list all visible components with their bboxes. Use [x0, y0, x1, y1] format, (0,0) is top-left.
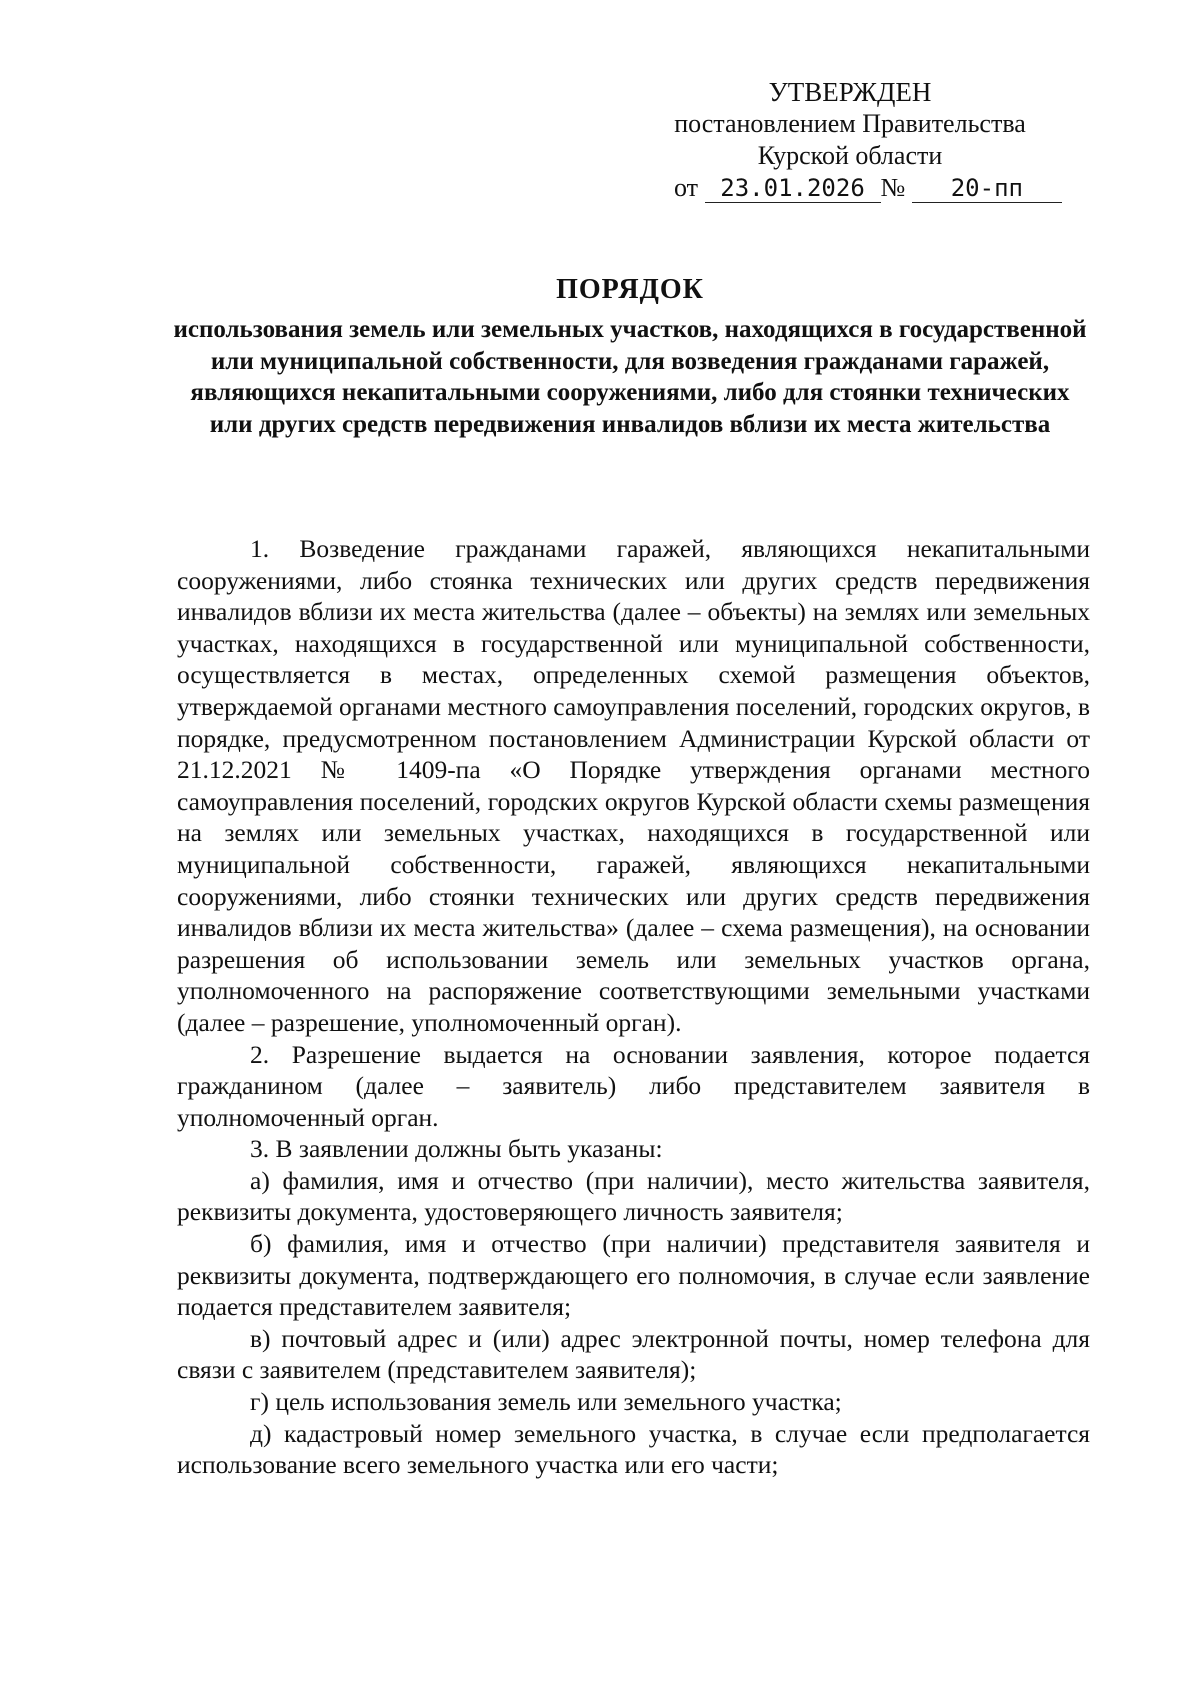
approval-number-sign: №	[880, 173, 906, 202]
paragraph-3d: д) кадастровый номер земельного участка, в случае если предполагается использование всего земельного участка или его части;	[177, 1418, 1090, 1480]
document-body	[177, 533, 1090, 1481]
document-subtitle: использования земель или земельных участков, находящихся в государственной или муниципальной собственности, для возведения гражданами гаражей, являющихся некапитальными сооружениями, либо для стоянки технических или других средств передвижения инвалидов вблизи их места жительства	[173, 316, 1087, 438]
paragraph-3b: б) фамилия, имя и отчество (при наличии) представителя заявителя и реквизиты документа, подтверждающего его полномочия, в случае если заявление подается представителем заявителя;	[177, 1229, 1090, 1322]
document-title-block	[170, 270, 1090, 440]
approval-number: 20-пп	[912, 174, 1062, 203]
approval-heading: УТВЕРЖДЕН	[768, 77, 932, 107]
paragraph-3a: а) фамилия, имя и отчество (при наличии), место жительства заявителя, реквизиты документа, удостоверяющего личность заявителя;	[177, 1165, 1090, 1227]
paragraph-3: 3. В заявлении должны быть указаны:	[250, 1134, 663, 1164]
approval-from-prefix: от	[674, 173, 699, 202]
paragraph-3v: в) почтовый адрес и (или) адрес электронной почты, номер телефона для связи с заявителем (представителем заявителя);	[177, 1323, 1090, 1385]
document-title: ПОРЯДОК	[556, 274, 704, 305]
approval-stamp	[640, 76, 1060, 204]
approval-date-line	[674, 172, 1060, 204]
paragraph-3g: г) цель использования земель или земельного участка;	[250, 1387, 842, 1417]
paragraph-2: 2. Разрешение выдается на основании заявления, которое подается гражданином (далее – заявитель) либо представителем заявителя в уполномоченный орган.	[177, 1039, 1090, 1132]
paragraph-1: 1. Возведение гражданами гаражей, являющихся некапитальными сооружениями, либо стоянка технических или других средств передвижения инвалидов вблизи их места жительства (далее – объекты) на землях или земельных участках, находящихся в государственной или муниципальной собственности, осуществляется в местах, определенных схемой размещения объектов, утверждаемой органами местного самоуправления поселений, городских округов, в порядке, предусмотренном постановлением Администрации Курской области от 21.12.2021 № 1409-па «О Порядке утверждения органами местного самоуправления поселений, городских округов Курской области схемы размещения на землях или земельных участках, находящихся в государственной или муниципальной собственности, гаражей, являющихся некапитальными сооружениями, либо стоянки технических или других средств передвижения инвалидов вблизи их места жительства» (далее – схема размещения), на основании разрешения об использовании земель или земельных участков органа, уполномоченного на распоряжение соответствующими земельными участками (далее – разрешение, уполномоченный орган).	[177, 534, 1090, 1037]
approval-date: 23.01.2026	[705, 174, 881, 203]
approval-line-2: Курской области	[757, 141, 943, 170]
approval-line-1: постановлением Правительства	[674, 109, 1026, 138]
